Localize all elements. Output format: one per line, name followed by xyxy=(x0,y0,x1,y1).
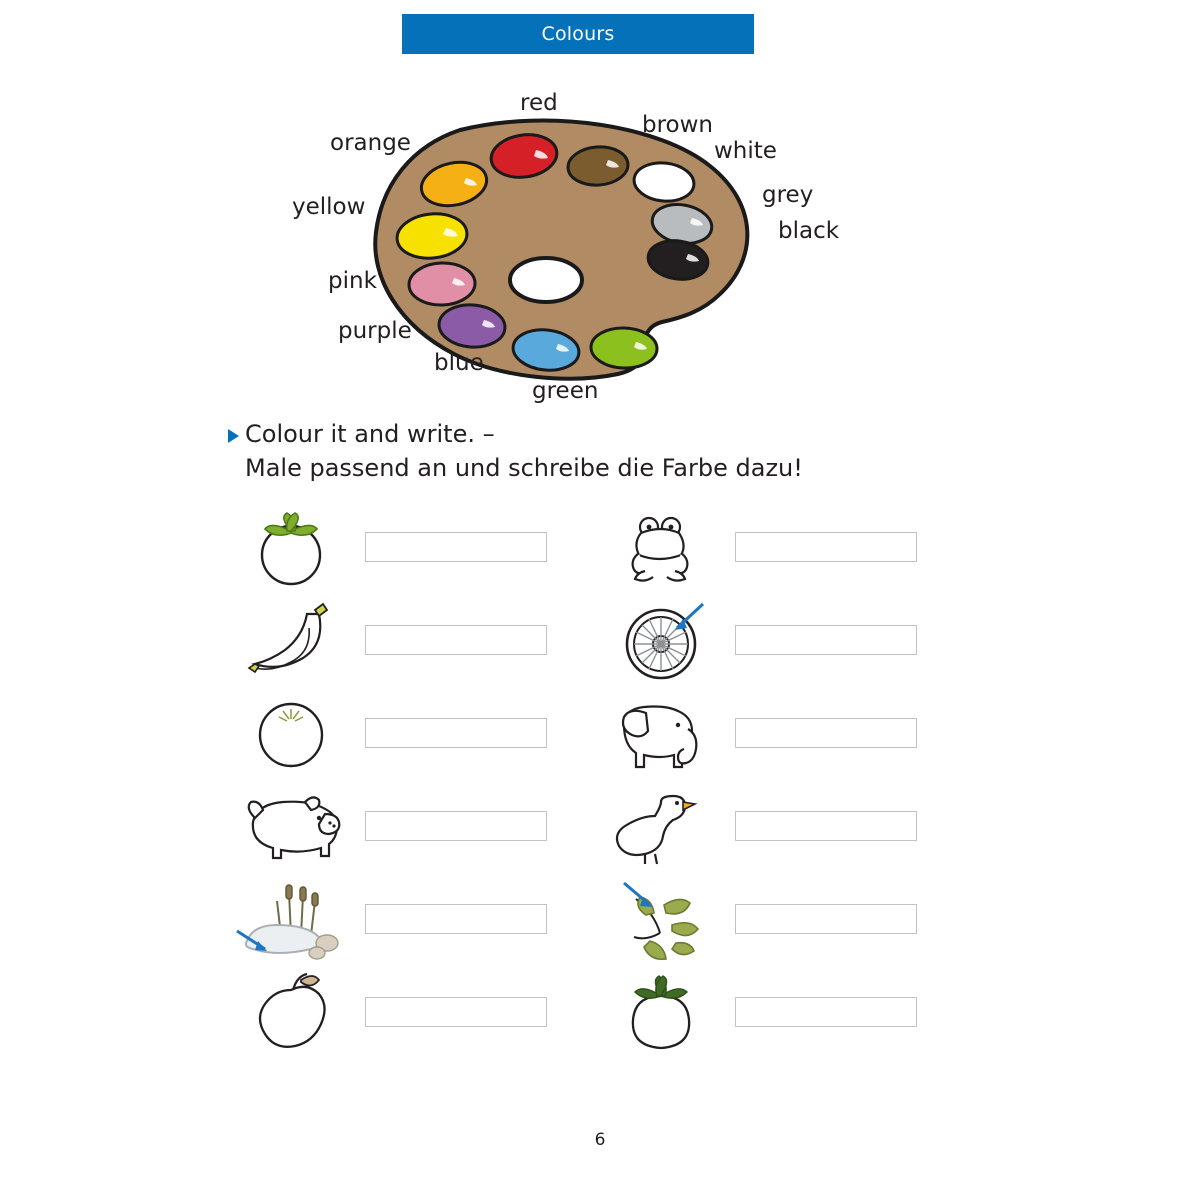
exercise-row xyxy=(228,500,968,593)
exercise-item-elephant xyxy=(598,688,968,778)
colour-label-orange: orange xyxy=(330,130,411,156)
answer-input[interactable] xyxy=(735,532,917,562)
answer-input[interactable] xyxy=(365,997,547,1027)
apple-icon xyxy=(228,967,353,1057)
exercise-item-pig xyxy=(228,781,598,871)
exercise-grid xyxy=(228,500,968,1058)
answer-input[interactable] xyxy=(365,811,547,841)
colour-label-black: black xyxy=(778,218,840,244)
exercise-item-wheel xyxy=(598,595,968,685)
pig-icon xyxy=(228,781,353,871)
colour-label-pink: pink xyxy=(328,268,377,294)
palette-illustration-block xyxy=(270,90,890,420)
colour-label-brown: brown xyxy=(642,112,714,138)
answer-input[interactable] xyxy=(365,904,547,934)
exercise-row xyxy=(228,965,968,1058)
answer-input[interactable] xyxy=(365,718,547,748)
colour-label-white: white xyxy=(714,138,777,164)
instruction-line-german: Male passend an und schreibe die Farbe dazu! xyxy=(245,454,803,482)
exercise-row xyxy=(228,686,968,779)
colour-label-yellow: yellow xyxy=(292,194,366,220)
instruction-line-english: Colour it and write. – xyxy=(245,420,495,448)
colour-label-grey: grey xyxy=(762,182,814,208)
paint-palette-icon xyxy=(350,108,770,398)
exercise-item-apple xyxy=(228,967,598,1057)
colour-label-green: green xyxy=(532,378,599,404)
exercise-item-frog xyxy=(598,502,968,592)
answer-input[interactable] xyxy=(365,532,547,562)
colour-label-red: red xyxy=(520,90,558,116)
colour-label-purple: purple xyxy=(338,318,412,344)
exercise-row xyxy=(228,872,968,965)
goose-icon xyxy=(598,781,723,871)
exercise-item-leaves xyxy=(598,874,968,964)
instructions xyxy=(228,420,988,482)
answer-input[interactable] xyxy=(735,904,917,934)
answer-input[interactable] xyxy=(735,718,917,748)
leaves-branch-icon xyxy=(598,874,723,964)
exercise-item-tomato-green xyxy=(228,502,598,592)
exercise-item-orange xyxy=(228,688,598,778)
bullet-triangle-icon xyxy=(228,429,239,443)
pond-stone-icon xyxy=(228,874,353,964)
exercise-row xyxy=(228,593,968,686)
answer-input[interactable] xyxy=(735,997,917,1027)
page-header-bar xyxy=(402,14,754,54)
tomato-red-icon xyxy=(598,967,723,1057)
orange-fruit-icon xyxy=(228,688,353,778)
exercise-item-tomato-red xyxy=(598,967,968,1057)
wheel-tyre-icon xyxy=(598,595,723,685)
page-number: 6 xyxy=(594,1130,606,1150)
page-title: Colours xyxy=(541,23,615,45)
colour-label-blue: blue xyxy=(434,350,484,376)
banana-icon xyxy=(228,595,353,685)
answer-input[interactable] xyxy=(735,811,917,841)
tomato-green-icon xyxy=(228,502,353,592)
elephant-icon xyxy=(598,688,723,778)
exercise-row xyxy=(228,779,968,872)
exercise-item-pond-stone xyxy=(228,874,598,964)
answer-input[interactable] xyxy=(735,625,917,655)
frog-icon xyxy=(598,502,723,592)
answer-input[interactable] xyxy=(365,625,547,655)
exercise-item-goose xyxy=(598,781,968,871)
exercise-item-banana xyxy=(228,595,598,685)
